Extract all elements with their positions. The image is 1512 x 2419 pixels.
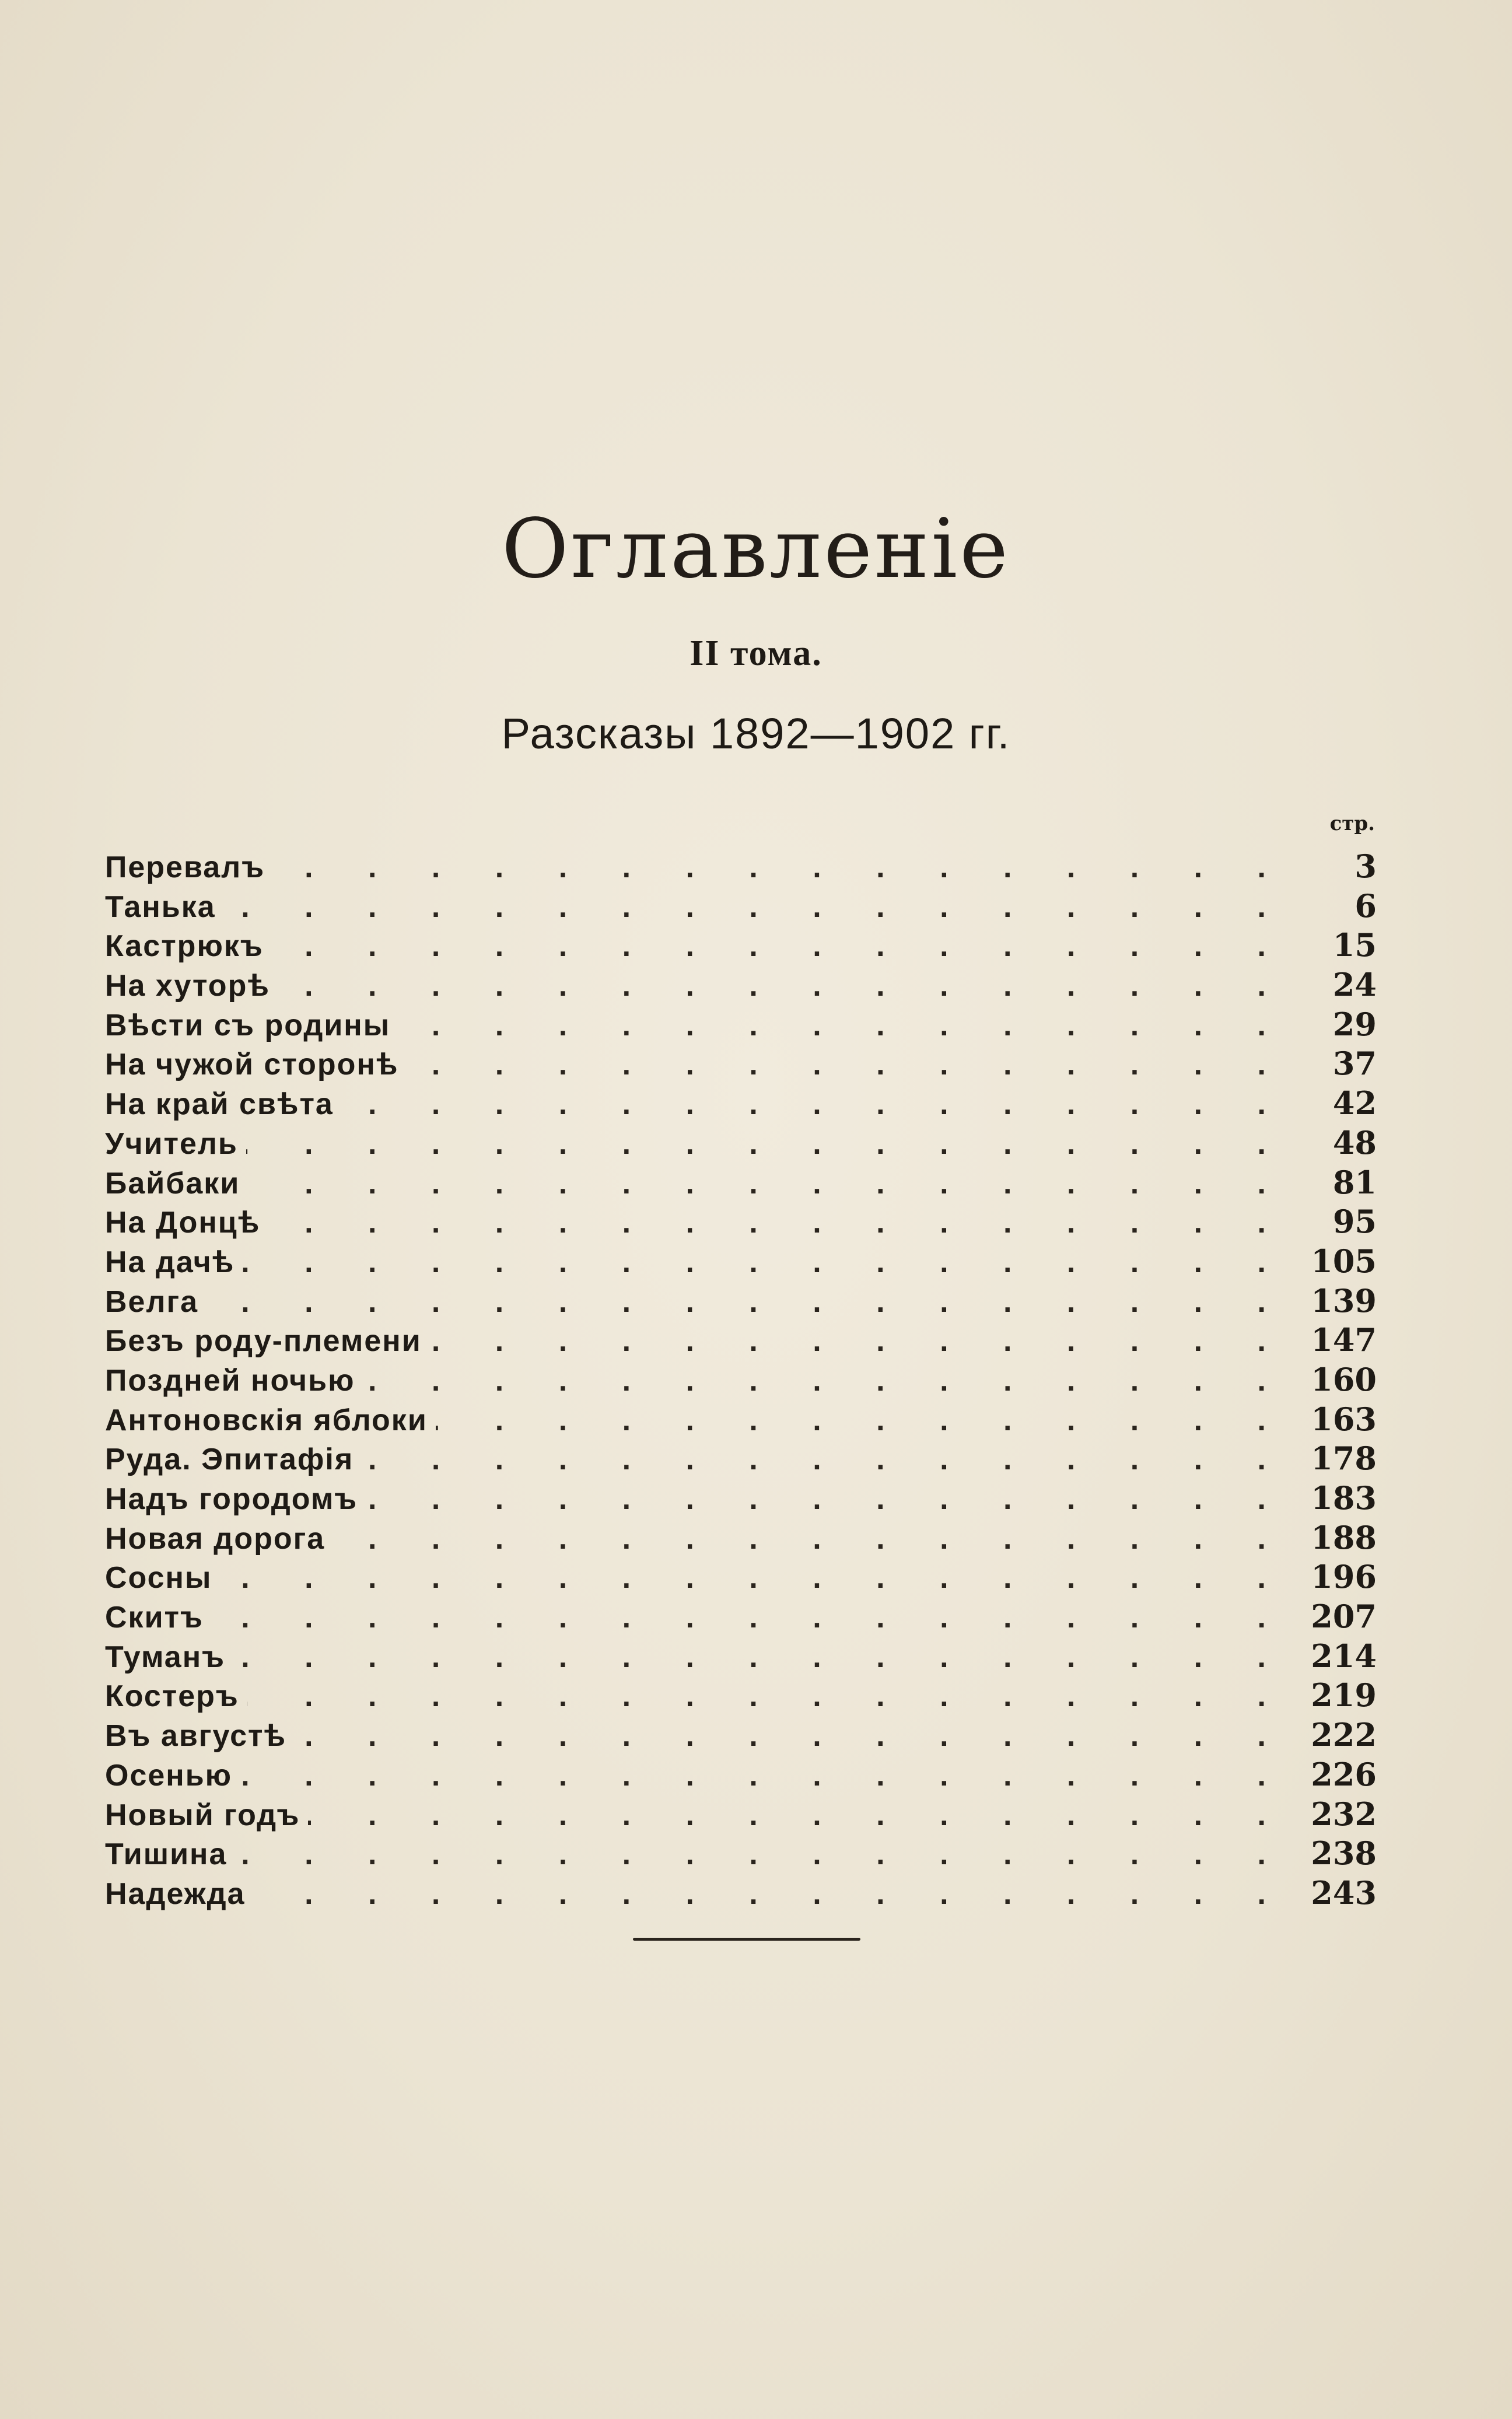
entry-page: 226 bbox=[1311, 1755, 1377, 1793]
entry-title: Костеръ bbox=[105, 1679, 239, 1714]
toc-entry bbox=[105, 1321, 1377, 1360]
entry-page: 95 bbox=[1332, 1203, 1377, 1241]
dot-leader bbox=[398, 1006, 1289, 1046]
entry-page: 243 bbox=[1311, 1874, 1377, 1912]
dot-leader bbox=[436, 1401, 1289, 1441]
entry-page: 160 bbox=[1311, 1360, 1377, 1398]
entry-title: Танька bbox=[105, 890, 216, 924]
entry-page: 6 bbox=[1354, 887, 1377, 925]
dot-leader bbox=[342, 1085, 1289, 1125]
dot-leader bbox=[254, 1875, 1289, 1914]
toc-entry bbox=[105, 1874, 1377, 1913]
dot-leader bbox=[278, 967, 1289, 1006]
entry-page: 15 bbox=[1332, 926, 1377, 964]
entry-title: Байбаки bbox=[105, 1166, 240, 1200]
entry-page: 232 bbox=[1311, 1795, 1377, 1833]
toc-entry bbox=[105, 1282, 1377, 1321]
entry-page: 183 bbox=[1311, 1479, 1377, 1517]
closing-rule bbox=[633, 1938, 860, 1941]
entry-title: Вѣсти съ родины bbox=[105, 1008, 391, 1042]
entry-page: 3 bbox=[1354, 848, 1377, 885]
dot-leader bbox=[224, 888, 1289, 927]
toc-entry bbox=[105, 1005, 1377, 1045]
entry-title: Безъ роду-племени bbox=[105, 1324, 422, 1359]
entry-title: Надежда bbox=[105, 1877, 246, 1911]
entry-title: Поздней ночью bbox=[105, 1363, 355, 1398]
dot-leader bbox=[233, 1638, 1289, 1678]
entry-page: 207 bbox=[1311, 1598, 1377, 1636]
toc-entry bbox=[105, 1163, 1377, 1203]
dot-leader bbox=[248, 1164, 1289, 1204]
entry-page: 163 bbox=[1311, 1400, 1377, 1438]
entry-title: Руда. Эпитафія bbox=[105, 1443, 354, 1477]
dot-leader bbox=[243, 1243, 1289, 1283]
entry-page: 37 bbox=[1332, 1045, 1377, 1083]
entry-title: Тишина bbox=[105, 1837, 228, 1872]
toc-entry bbox=[105, 847, 1377, 887]
entry-title: Новая дорога bbox=[105, 1521, 326, 1556]
entry-page: 105 bbox=[1311, 1242, 1377, 1280]
toc-entry bbox=[105, 965, 1377, 1005]
toc-entry bbox=[105, 926, 1377, 965]
dot-leader bbox=[366, 1480, 1289, 1520]
entry-page: 42 bbox=[1332, 1084, 1377, 1122]
entry-page: 238 bbox=[1311, 1835, 1377, 1872]
dot-leader bbox=[212, 1598, 1289, 1638]
entry-page: 222 bbox=[1311, 1716, 1377, 1754]
toc-entry bbox=[105, 1242, 1377, 1282]
entry-page: 81 bbox=[1332, 1163, 1377, 1201]
entry-title: Велга bbox=[105, 1284, 199, 1319]
toc-entry bbox=[105, 1795, 1377, 1835]
dot-leader bbox=[295, 1717, 1289, 1756]
table-of-contents bbox=[105, 847, 1377, 1913]
entry-title: На дачѣ bbox=[105, 1245, 235, 1279]
dot-leader bbox=[273, 848, 1289, 888]
entry-title: Перевалъ bbox=[105, 850, 265, 884]
entry-title: Осенью bbox=[105, 1758, 233, 1793]
entry-page: 48 bbox=[1332, 1123, 1377, 1161]
dot-leader bbox=[430, 1322, 1289, 1361]
entry-title: Въ августѣ bbox=[105, 1719, 287, 1753]
toc-entry bbox=[105, 1597, 1377, 1637]
toc-entry bbox=[105, 1834, 1377, 1874]
entry-title: На край свѣта bbox=[105, 1087, 334, 1122]
entry-title: На Донцѣ bbox=[105, 1206, 261, 1240]
entry-page: 29 bbox=[1332, 1005, 1377, 1043]
dot-leader bbox=[220, 1559, 1289, 1598]
toc-entry bbox=[105, 1084, 1377, 1123]
page-title: Оглавленіе bbox=[501, 502, 1011, 597]
dot-leader bbox=[308, 1796, 1289, 1836]
dot-leader bbox=[363, 1361, 1290, 1401]
entry-page: 24 bbox=[1332, 966, 1377, 1004]
dot-leader bbox=[407, 1045, 1289, 1085]
dot-leader bbox=[272, 927, 1289, 967]
toc-entry bbox=[105, 1123, 1377, 1163]
dot-leader bbox=[362, 1440, 1289, 1480]
toc-entry bbox=[105, 1439, 1377, 1479]
toc-entry bbox=[105, 1557, 1377, 1597]
entry-title: Антоновскія яблоки bbox=[105, 1403, 428, 1437]
toc-entry bbox=[105, 887, 1377, 926]
dot-leader bbox=[268, 1203, 1289, 1243]
entry-title: Учитель bbox=[105, 1126, 238, 1161]
entry-page: 214 bbox=[1311, 1637, 1377, 1675]
entry-page: 188 bbox=[1311, 1518, 1377, 1556]
dot-leader bbox=[235, 1835, 1289, 1875]
entry-title: Туманъ bbox=[105, 1640, 226, 1674]
toc-entry bbox=[105, 1755, 1377, 1795]
entry-title: Новый годъ bbox=[105, 1798, 300, 1832]
toc-entry bbox=[105, 1518, 1377, 1558]
page-column-label: стр. bbox=[1329, 812, 1375, 835]
toc-entry bbox=[105, 1202, 1377, 1242]
entry-title: Скитъ bbox=[105, 1601, 204, 1635]
entry-page: 139 bbox=[1311, 1282, 1377, 1319]
entry-title: На чужой сторонѣ bbox=[105, 1048, 399, 1082]
entry-page: 178 bbox=[1311, 1440, 1377, 1478]
dot-leader bbox=[333, 1520, 1289, 1559]
section-title: Разсказы 1892—1902 гг. bbox=[501, 709, 1011, 758]
entry-title: На хуторѣ bbox=[105, 969, 270, 1003]
dot-leader bbox=[240, 1756, 1289, 1796]
toc-entry bbox=[105, 1716, 1377, 1755]
entry-page: 147 bbox=[1311, 1321, 1377, 1359]
entry-page: 219 bbox=[1311, 1676, 1377, 1714]
entry-title: Сосны bbox=[105, 1561, 212, 1595]
toc-entry bbox=[105, 1637, 1377, 1676]
toc-entry bbox=[105, 1676, 1377, 1716]
dot-leader bbox=[206, 1283, 1289, 1322]
dot-leader bbox=[247, 1677, 1289, 1717]
entry-title: Кастрюкъ bbox=[105, 929, 264, 964]
volume-label: II тома. bbox=[690, 633, 822, 673]
entry-page: 196 bbox=[1311, 1558, 1377, 1596]
toc-entry bbox=[105, 1479, 1377, 1518]
entry-title: Надъ городомъ bbox=[105, 1482, 358, 1516]
toc-entry bbox=[105, 1400, 1377, 1440]
toc-entry bbox=[105, 1360, 1377, 1400]
toc-entry bbox=[105, 1044, 1377, 1084]
dot-leader bbox=[246, 1125, 1289, 1164]
